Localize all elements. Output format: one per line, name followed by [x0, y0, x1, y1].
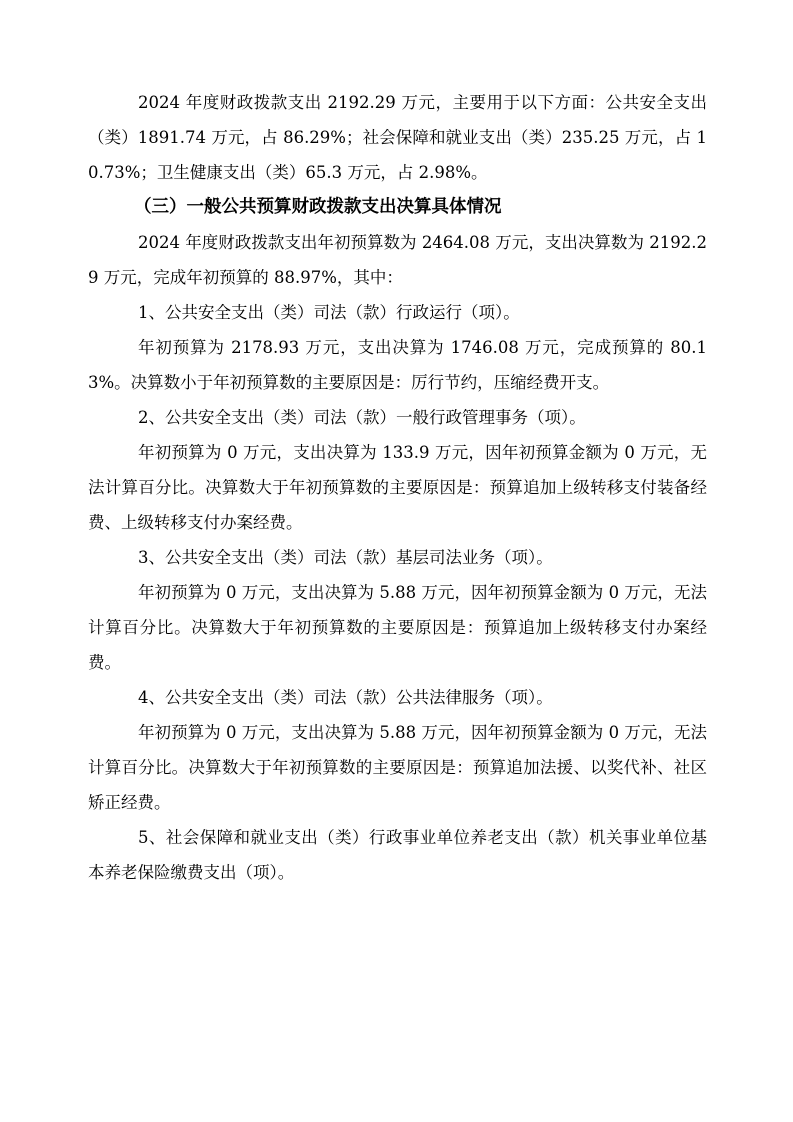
- item-2-title: 2、公共安全支出（类）司法（款）一般行政管理事务（项）。: [138, 408, 586, 427]
- item-3-detail: 年初预算为 0 万元，支出决算为 5.88 万元，因年初预算金额为 0 万元，无法计算百分比。决算数大于年初预算数的主要原因是：预算追加上级转移支付办案经费。: [88, 583, 707, 672]
- item-2-detail: 年初预算为 0 万元，支出决算为 133.9 万元，因年初预算金额为 0 万元，无法计算百分比。决算数大于年初预算数的主要原因是：预算追加上级转移支付装备经费、上级转移支付办案经费。: [88, 443, 707, 532]
- para-budget-vs-final: 2024 年度财政拨款支出年初预算数为 2464.08 万元，支出决算数为 2192.29 万元，完成年初预算的 88.97%，其中：: [88, 233, 707, 287]
- item-1-title: 1、公共安全支出（类）司法（款）行政运行（项）。: [138, 303, 520, 322]
- document-body: [88, 85, 707, 890]
- item-1-detail: 年初预算为 2178.93 万元，支出决算为 1746.08 万元，完成预算的 80.13%。决算数小于年初预算数的主要原因是：厉行节约，压缩经费开支。: [88, 338, 707, 392]
- item-5-title: 5、社会保障和就业支出（类）行政事业单位养老支出（款）机关事业单位基本养老保险缴费支出（项）。: [88, 828, 707, 882]
- item-3-title: 3、公共安全支出（类）司法（款）基层司法业务（项）。: [138, 548, 553, 567]
- heading-section-3: （三）一般公共预算财政拨款支出决算具体情况: [134, 197, 502, 217]
- item-4-title: 4、公共安全支出（类）司法（款）公共法律服务（项）。: [138, 688, 553, 707]
- item-4-detail: 年初预算为 0 万元，支出决算为 5.88 万元，因年初预算金额为 0 万元，无法计算百分比。决算数大于年初预算数的主要原因是：预算追加法援、以奖代补、社区矫正经费。: [88, 723, 707, 812]
- para-fiscal-expenditure-overview: 2024 年度财政拨款支出 2192.29 万元，主要用于以下方面：公共安全支出（类）1891.74 万元，占 86.29%；社会保障和就业支出（类）235.25 万元，占 10.73%；卫生健康支出（类）65.3 万元，占 2.98%。: [88, 93, 707, 182]
